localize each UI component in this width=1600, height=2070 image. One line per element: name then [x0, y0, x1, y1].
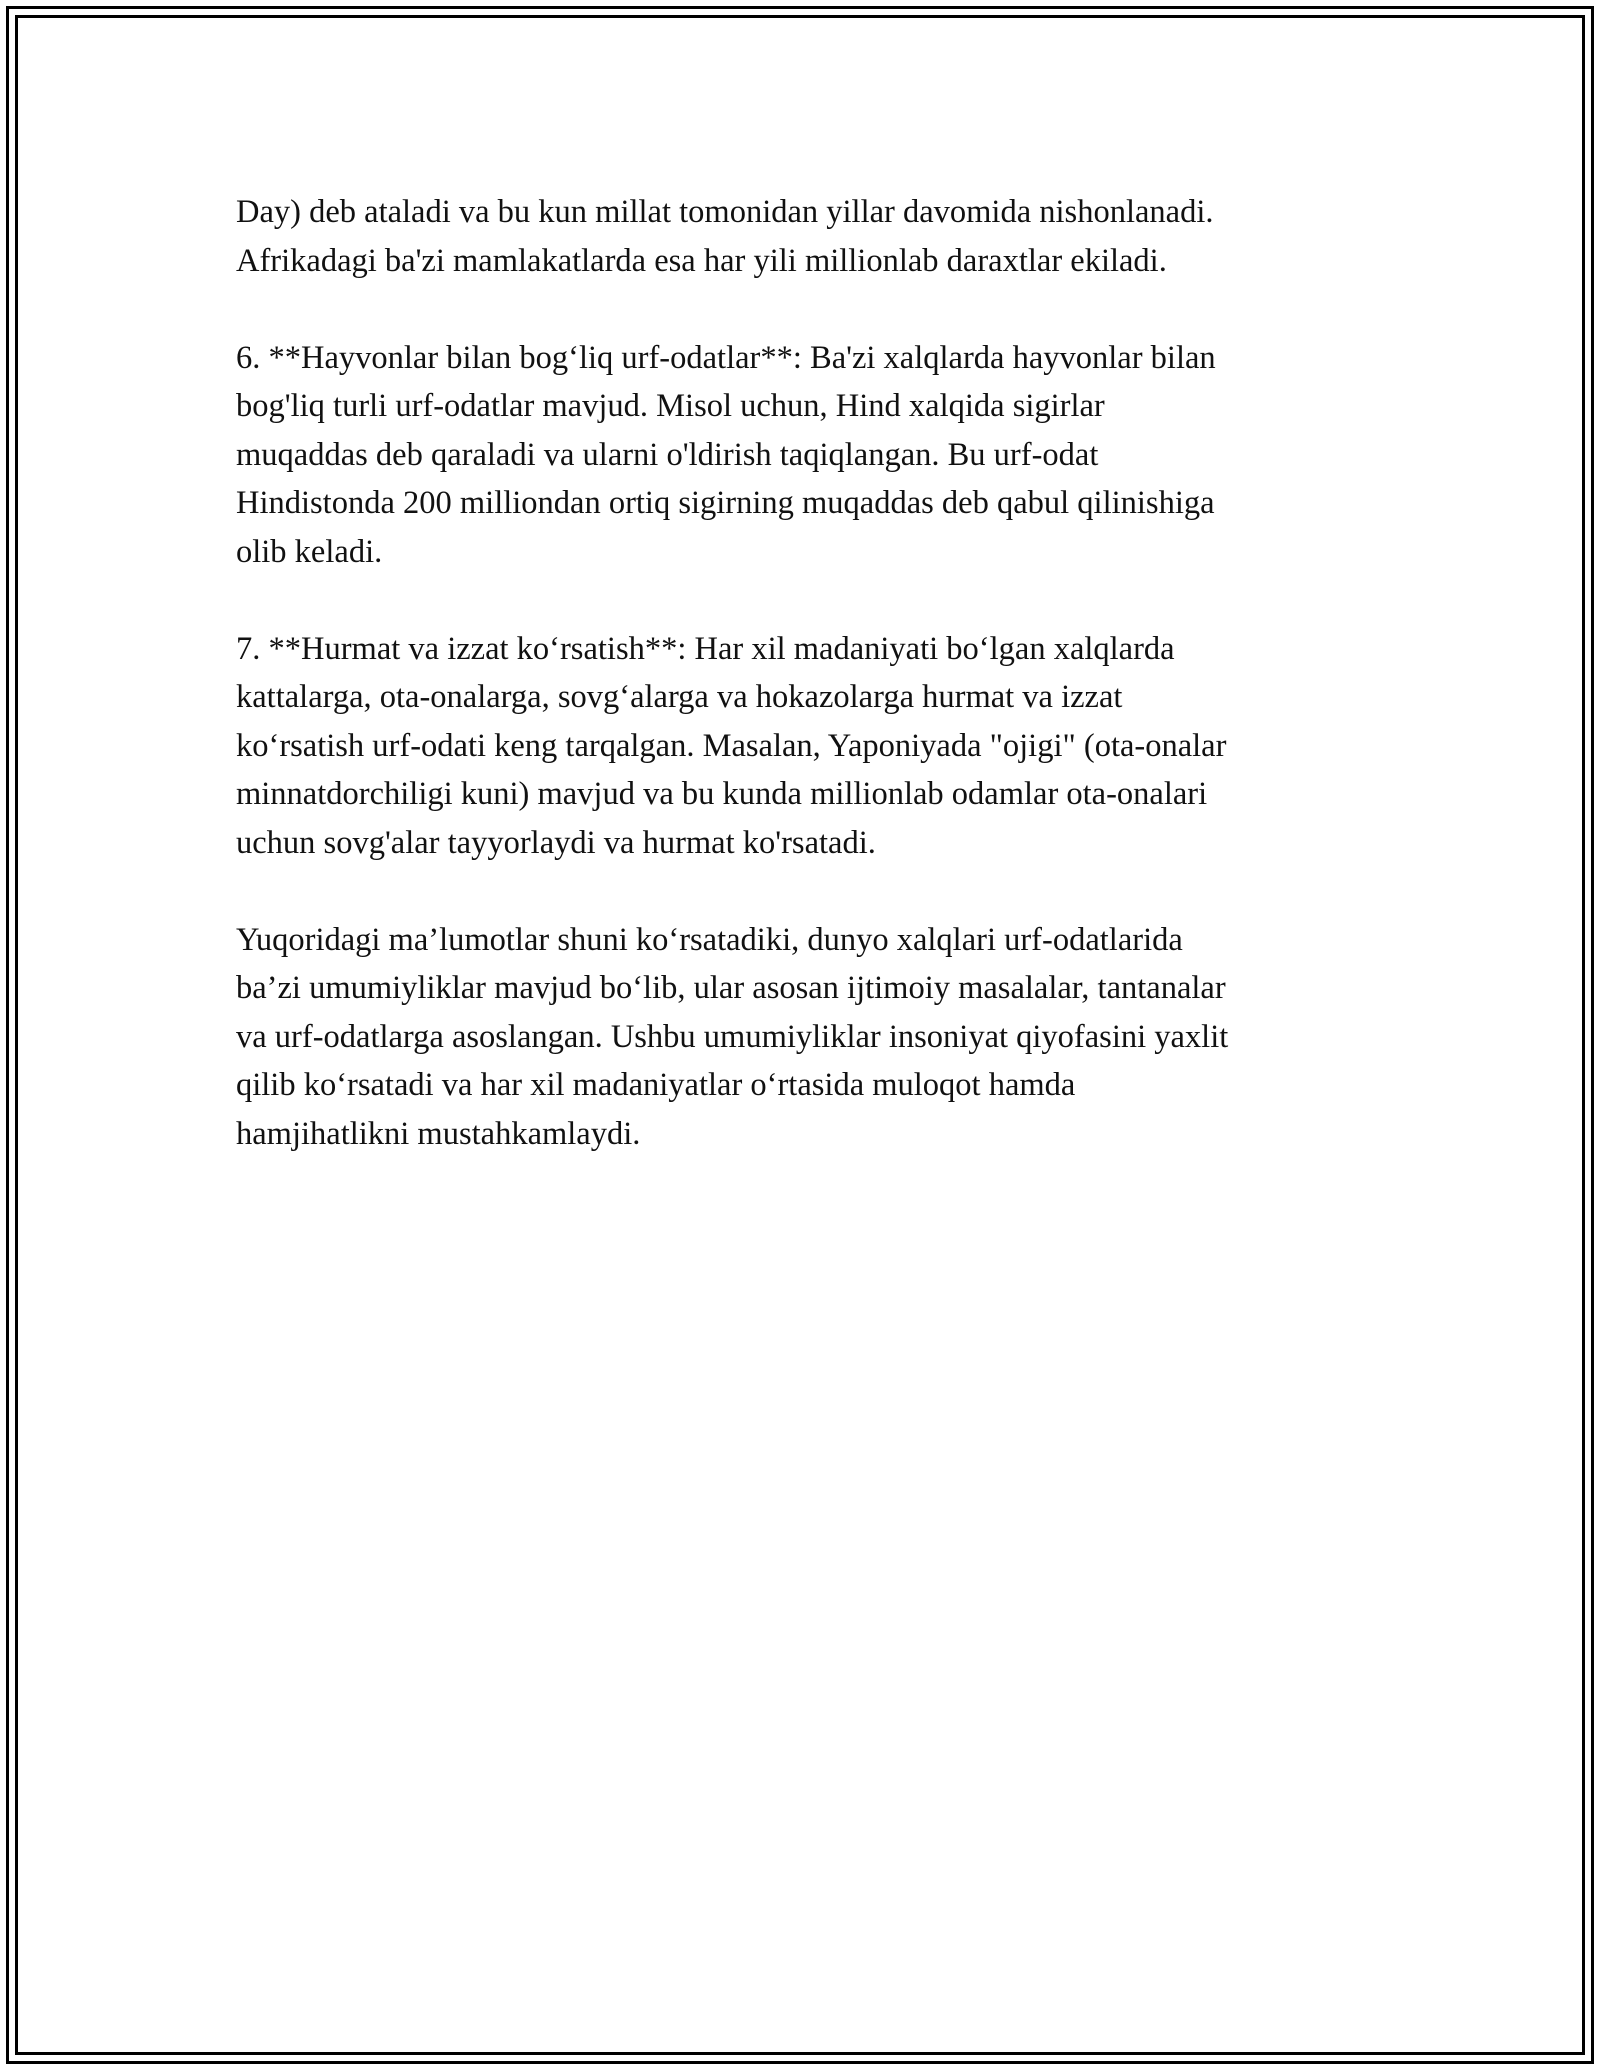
paragraph-intro-continuation — [236, 188, 1386, 285]
paragraph-conclusion — [236, 916, 1386, 1159]
text-line: 7. **Hurmat va izzat ko‘rsatish**: Har xil madaniyati bo‘lgan xalqlarda — [236, 630, 1175, 667]
text-line: minnatdorchiligi kuni) mavjud va bu kunda millionlab odamlar ota-onalari — [236, 776, 1208, 812]
text-line: Day) deb ataladi va bu kun millat tomonidan yillar davomida nishonlanadi. — [236, 194, 1214, 230]
paragraph-item-6 — [236, 334, 1386, 577]
text-line: qilib ko‘rsatadi va har xil madaniyatlar o‘rtasida muloqot hamda — [236, 1067, 1076, 1103]
text-line: 6. **Hayvonlar bilan bog‘liq urf-odatlar**: Ba'zi xalqlarda hayvonlar bilan — [236, 339, 1216, 376]
document-body — [236, 188, 1386, 1207]
text-line: bog'liq turli urf-odatlar mavjud. Misol uchun, Hind xalqida sigirlar — [236, 388, 1105, 424]
text-line: kattalarga, ota-onalarga, sovg‘alarga va hokazolarga hurmat va izzat — [236, 679, 1123, 715]
text-line: uchun sovg'alar tayyorlaydi va hurmat ko'rsatadi. — [236, 824, 876, 861]
text-line: hamjihatlikni mustahkamlaydi. — [236, 1115, 641, 1152]
text-line: Yuqoridagi ma’lumotlar shuni ko‘rsatadiki, dunyo xalqlari urf-odatlarida — [236, 921, 1183, 958]
text-line: Hindistonda 200 milliondan ortiq sigirning muqaddas deb qabul qilinishiga — [236, 485, 1215, 521]
text-line: olib keladi. — [236, 533, 383, 570]
paragraph-item-7 — [236, 625, 1386, 868]
text-line: va urf-odatlarga asoslangan. Ushbu umumiyliklar insoniyat qiyofasini yaxlit — [236, 1018, 1229, 1055]
text-line: muqaddas deb qaraladi va ularni o'ldirish taqiqlangan. Bu urf-odat — [236, 436, 1099, 473]
text-line: ba’zi umumiyliklar mavjud bo‘lib, ular asosan ijtimoiy masalalar, tantanalar — [236, 970, 1226, 1006]
text-line: ko‘rsatish urf-odati keng tarqalgan. Masalan, Yaponiyada "ojigi" (ota-onalar — [236, 727, 1227, 764]
text-line: Afrikadagi ba'zi mamlakatlarda esa har yili millionlab daraxtlar ekiladi. — [236, 242, 1167, 279]
